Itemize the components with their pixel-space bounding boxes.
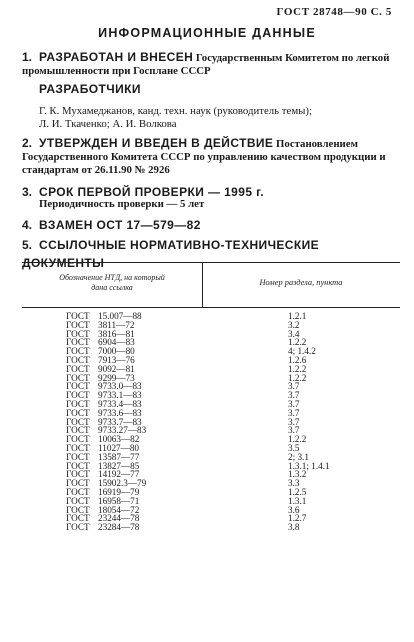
- section-reference: 3.7: [288, 390, 300, 401]
- developers-line-2: Л. И. Ткаченко; А. И. Волкова: [39, 118, 177, 130]
- table-row: [0, 497, 414, 506]
- table-row: [0, 400, 414, 409]
- document-number: 3816—81: [98, 328, 135, 339]
- document-number: 16958—71: [98, 495, 140, 506]
- gost-prefix: ГОСТ: [66, 390, 90, 401]
- section-reference: 3.7: [288, 416, 300, 427]
- document-number: 9733.6—83: [98, 407, 142, 418]
- gost-prefix: ГОСТ: [66, 354, 90, 365]
- standard-code-header: ГОСТ 28748—90 С. 5: [276, 6, 392, 18]
- table-row: [0, 391, 414, 400]
- section-1-number: 1.: [22, 50, 33, 64]
- table-row: [0, 374, 414, 383]
- table-row: [0, 312, 414, 321]
- section-reference: 1.2.7: [288, 513, 307, 524]
- document-number: 9299—73: [98, 372, 135, 383]
- section-reference: 3.7: [288, 425, 300, 436]
- table-row: [0, 488, 414, 497]
- section-reference: 3.7: [288, 407, 300, 418]
- gost-prefix: ГОСТ: [66, 372, 90, 383]
- table-row: [0, 479, 414, 488]
- section-2-heading: УТВЕРЖДЕН И ВВЕДЕН В ДЕЙСТВИЕ: [39, 136, 274, 150]
- document-number: 6904—83: [98, 337, 135, 348]
- section-3-number: 3.: [22, 185, 33, 199]
- table-row: [0, 356, 414, 365]
- document-number: 13827—85: [98, 460, 140, 471]
- gost-prefix: ГОСТ: [66, 407, 90, 418]
- section-2-number: 2.: [22, 136, 33, 150]
- document-number: 9092—81: [98, 363, 135, 374]
- gost-prefix: ГОСТ: [66, 486, 90, 497]
- document-number: 13587—77: [98, 451, 140, 462]
- section-reference: 1.3.1: [288, 495, 307, 506]
- section-5-number: 5.: [22, 238, 33, 252]
- document-number: 16919—79: [98, 486, 140, 497]
- section-reference: 1.3.1; 1.4.1: [288, 460, 330, 471]
- section-2-body: Постановлением Государственного Комитета СССР по управлению качеством продукции и стандартам от 26.11.90 № 2926: [22, 138, 386, 176]
- section-1-text: [22, 51, 396, 78]
- gost-prefix: ГОСТ: [66, 478, 90, 489]
- section-2: [22, 137, 396, 177]
- gost-prefix: ГОСТ: [66, 416, 90, 427]
- reference-table-body: [0, 312, 414, 532]
- column-header-section: Номер раздела, пункта: [259, 278, 343, 287]
- document-number: 9733.4—83: [98, 398, 142, 409]
- page-title: ИНФОРМАЦИОННЫЕ ДАННЫЕ: [98, 26, 316, 40]
- column-header-document: [22, 273, 202, 293]
- section-reference: 4; 1.4.2: [288, 346, 316, 357]
- section-reference: 1.2.5: [288, 486, 307, 497]
- table-row: [0, 514, 414, 523]
- developers-line-1: Г. К. Мухамеджанов, канд. техн. наук (руководитель темы);: [39, 105, 312, 117]
- gost-prefix: ГОСТ: [66, 425, 90, 436]
- reference-table-header: [22, 262, 400, 308]
- document-number: 10063—82: [98, 434, 140, 445]
- gost-prefix: ГОСТ: [66, 434, 90, 445]
- gost-prefix: ГОСТ: [66, 513, 90, 524]
- table-row: [0, 470, 414, 479]
- gost-prefix: ГОСТ: [66, 328, 90, 339]
- table-row: [0, 426, 414, 435]
- table-row: [0, 462, 414, 471]
- section-4-number: 4.: [22, 218, 33, 232]
- gost-prefix: ГОСТ: [66, 460, 90, 471]
- section-reference: 3.6: [288, 504, 300, 515]
- gost-prefix: ГОСТ: [66, 451, 90, 462]
- table-row: [0, 523, 414, 532]
- section-2-text: [22, 137, 396, 177]
- section-4-heading: ВЗАМЕН ОСТ 17—579—82: [39, 218, 201, 232]
- table-row: [0, 338, 414, 347]
- section-reference: 3.4: [288, 328, 300, 339]
- table-row: [0, 347, 414, 356]
- table-row: [0, 382, 414, 391]
- document-number: 7913—76: [98, 354, 135, 365]
- section-reference: 3.5: [288, 442, 300, 453]
- gost-prefix: ГОСТ: [66, 311, 90, 321]
- document-number: 9733.0—83: [98, 381, 142, 392]
- section-reference: 1.2.6: [288, 354, 307, 365]
- document-number: 9733.7—83: [98, 416, 142, 427]
- document-number: 15902.3—79: [98, 478, 147, 489]
- developers-heading: РАЗРАБОТЧИКИ: [39, 82, 141, 96]
- document-number: 3811—72: [98, 319, 135, 330]
- gost-prefix: ГОСТ: [66, 363, 90, 374]
- gost-prefix: ГОСТ: [66, 319, 90, 330]
- gost-prefix: ГОСТ: [66, 504, 90, 515]
- document-number: 7000—80: [98, 346, 135, 357]
- section-reference: 3.7: [288, 398, 300, 409]
- section-reference: 3.2: [288, 319, 300, 330]
- document-number: 15.007—88: [98, 311, 142, 321]
- document-number: 23284—78: [98, 522, 140, 533]
- gost-prefix: ГОСТ: [66, 522, 90, 533]
- section-5-heading: ССЫЛОЧНЫЕ НОРМАТИВНО-ТЕХНИЧЕСКИЕ ДОКУМЕНТЫ: [22, 238, 320, 270]
- document-number: 9733.1—83: [98, 390, 142, 401]
- section-3-heading: СРОК ПЕРВОЙ ПРОВЕРКИ — 1995 г.: [39, 185, 265, 199]
- section-reference: 3.8: [288, 522, 300, 533]
- gost-prefix: ГОСТ: [66, 495, 90, 506]
- column-header-document-line-2: дана ссылка: [91, 283, 133, 292]
- section-reference: 3.7: [288, 381, 300, 392]
- document-number: 11027—80: [98, 442, 140, 453]
- section-reference: 1.2.2: [288, 434, 307, 445]
- gost-prefix: ГОСТ: [66, 381, 90, 392]
- section-reference: 3.3: [288, 478, 300, 489]
- table-row: [0, 453, 414, 462]
- section-1: [22, 51, 396, 78]
- table-row: [0, 409, 414, 418]
- gost-prefix: ГОСТ: [66, 337, 90, 348]
- section-reference: 1.2.2: [288, 363, 307, 374]
- gost-prefix: ГОСТ: [66, 469, 90, 480]
- table-row: [0, 444, 414, 453]
- section-4: [22, 216, 396, 234]
- gost-prefix: ГОСТ: [66, 346, 90, 357]
- table-row: [0, 435, 414, 444]
- table-row: [0, 506, 414, 515]
- document-number: 18054—72: [98, 504, 140, 515]
- section-1-heading: РАЗРАБОТАН И ВНЕСЕН: [39, 50, 194, 64]
- section-reference: 1.2.2: [288, 337, 307, 348]
- column-header-document-line-1: Обозначение НТД, на который: [59, 273, 165, 282]
- table-row: [0, 365, 414, 374]
- document-number: 9733.27—83: [98, 425, 147, 436]
- gost-prefix: ГОСТ: [66, 442, 90, 453]
- section-3-periodicity: Периодичность проверки — 5 лет: [39, 198, 205, 210]
- table-row: [0, 418, 414, 427]
- document-number: 23244—78: [98, 513, 140, 524]
- document-number: 14192—77: [98, 469, 140, 480]
- section-reference: 1.3.2: [288, 469, 307, 480]
- section-reference: 1.2.2: [288, 372, 307, 383]
- section-reference: 1.2.1: [288, 311, 307, 321]
- gost-prefix: ГОСТ: [66, 398, 90, 409]
- section-reference: 2; 3.1: [288, 451, 309, 462]
- table-row: [0, 321, 414, 330]
- section-1-body: Государственным Комитетом по легкой промышленности при Госплане СССР: [22, 52, 390, 77]
- table-row: [0, 330, 414, 339]
